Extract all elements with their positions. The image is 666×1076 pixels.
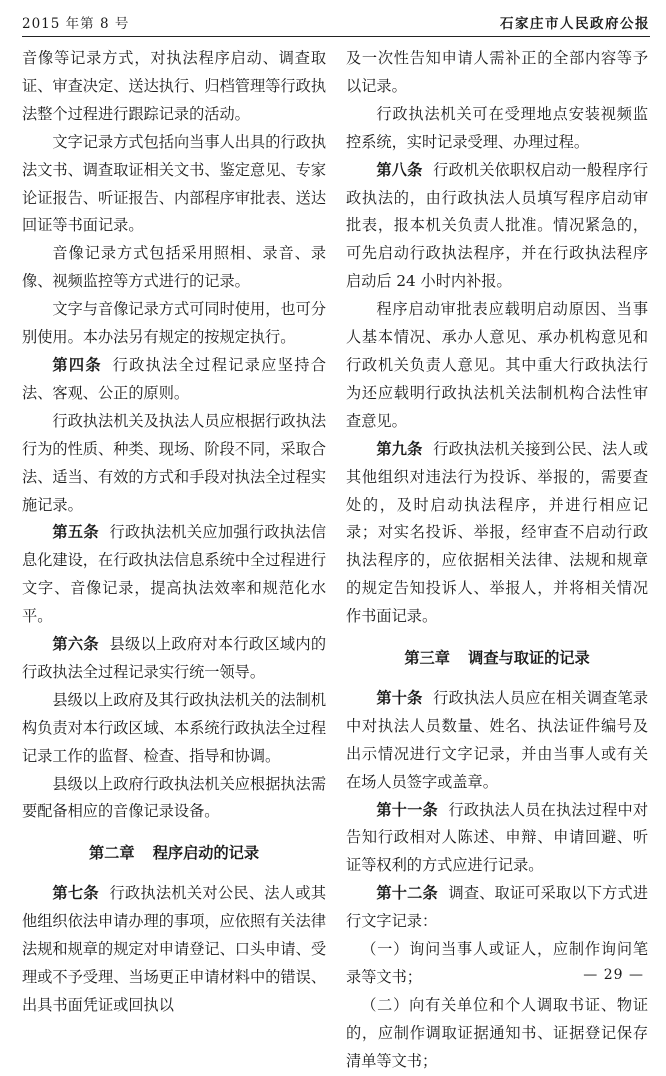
article-9 xyxy=(346,436,648,631)
article-label: 第十条 xyxy=(376,688,423,707)
paragraph: 文字记录方式包括向当事人出具的行政执法文书、调查取证相关文书、鉴定意见、专家论证报告、听证报告、内部程序审批表、送达回证等书面记录。 xyxy=(22,132,326,235)
article-10 xyxy=(346,685,648,797)
paragraph: 音像记录方式包括采用照相、录音、录像、视频监控等方式进行的记录。 xyxy=(22,244,326,291)
paragraph: 文字与音像记录方式可同时使用，也可分别使用。本办法另有规定的按规定执行。 xyxy=(22,300,326,347)
article-text: 行政执法机关应加强行政执法信息化建设，在行政执法信息系统中全过程进行文字、音像记录，提高执法效率和规范化水平。 xyxy=(22,523,327,626)
paragraph: 程序启动审批表应载明启动原因、当事人基本情况、承办人意见、承办机构意见和行政机关负责人意见。其中重大行政执法行为还应载明行政执法机关法制机构合法性审查意见。 xyxy=(346,300,648,430)
chapter-number: 第三章 xyxy=(404,649,450,668)
article-8 xyxy=(346,157,648,297)
article-text: 行政机关依职权启动一般程序行政执法的，由行政执法人员填写程序启动审批表，报本机关负责人批准。情况紧急的，可先启动行政执法程序，并在行政执法程序启动后 24 小时内补报。 xyxy=(346,160,649,291)
paragraph: 行政执法机关及执法人员应根据行政执法行为的性质、种类、现场、阶段不同，采取合法、适当、有效的方式和手段对执法全过程实施记录。 xyxy=(22,411,326,514)
list-item: （二）向有关单位和个人调取书证、物证的，应制作调取证据通知书、证据登记保存清单等文书； xyxy=(346,995,648,1070)
issue-number: 2015 年第 8 号 xyxy=(22,16,130,32)
paragraph: 县级以上政府行政执法机关应根据执法需要配备相应的音像记录设备。 xyxy=(22,774,326,821)
right-column xyxy=(346,45,648,1076)
article-text: 行政执法人员应在相关调查笔录中对执法人员数量、姓名、执法证件编号及出示情况进行文字记录，并由当事人或有关在场人员签字或盖章。 xyxy=(346,688,649,791)
article-label: 第四条 xyxy=(52,355,102,374)
paragraph: 及一次性告知申请人需补正的全部内容等予以记录。 xyxy=(346,49,648,95)
chapter-title: 程序启动的记录 xyxy=(152,844,260,863)
article-label: 第六条 xyxy=(52,635,99,654)
article-label: 第五条 xyxy=(52,523,99,542)
article-11 xyxy=(346,797,648,881)
article-text: 调查、取证可采取以下方式进行文字记录： xyxy=(346,884,649,931)
chapter-title: 调查与取证的记录 xyxy=(468,649,590,668)
list-item: （一）询问当事人或证人，应制作询问笔录等文书； xyxy=(346,940,648,986)
article-label: 第十二条 xyxy=(376,884,438,903)
left-column xyxy=(22,45,326,1020)
article-text: 行政执法人员在执法过程中对告知行政相对人陈述、申辩、申请回避、听证等权利的方式应进行记录。 xyxy=(346,800,649,875)
paragraph: 行政执法机关可在受理地点安装视频监控系统，实时记录受理、办理过程。 xyxy=(346,104,648,151)
chapter-heading xyxy=(346,645,648,673)
chapter-heading xyxy=(22,840,326,868)
article-label: 第八条 xyxy=(376,160,423,179)
paragraph: 音像等记录方式，对执法程序启动、调查取证、审查决定、送达执行、归档管理等行政执法整个过程进行跟踪记录的活动。 xyxy=(22,49,326,123)
page-number: — 29 — xyxy=(583,967,644,983)
article-text: 行政执法全过程记录应坚持合法、客观、公正的原则。 xyxy=(22,355,327,402)
article-text: 行政执法机关对公民、法人或其他组织依法申请办理的事项，应依照有关法律法规和规章的规定对申请登记、口头申请、受理或不予受理、当场更正申请材料中的错误、出具书面凭证或回执以 xyxy=(22,884,327,1014)
paragraph: 县级以上政府及其行政执法机关的法制机构负责对本行政区域、本系统行政执法全过程记录工作的监督、检查、指导和协调。 xyxy=(22,690,326,765)
page-header xyxy=(22,0,650,37)
article-4 xyxy=(22,352,326,408)
journal-title: 石家庄市人民政府公报 xyxy=(500,16,650,32)
article-5 xyxy=(22,519,326,631)
article-text: 县级以上政府对本行政区域内的行政执法全过程记录实行统一领导。 xyxy=(22,635,327,681)
article-12 xyxy=(346,880,648,936)
article-label: 第七条 xyxy=(52,884,99,903)
article-label: 第九条 xyxy=(376,439,423,458)
article-7 xyxy=(22,880,326,1020)
chapter-number: 第二章 xyxy=(88,844,135,863)
article-6 xyxy=(22,631,326,687)
article-label: 第十一条 xyxy=(376,800,438,819)
article-text: 行政执法机关接到公民、法人或其他组织对违法行为投诉、举报的，需要查处的，及时启动执法程序，并进行相应记录；对实名投诉、举报，经审查不启动行政执法程序的，应依据相关法律、法规和规章的规定告知投诉人、举报人，并将相关情况作书面记录。 xyxy=(346,439,649,626)
